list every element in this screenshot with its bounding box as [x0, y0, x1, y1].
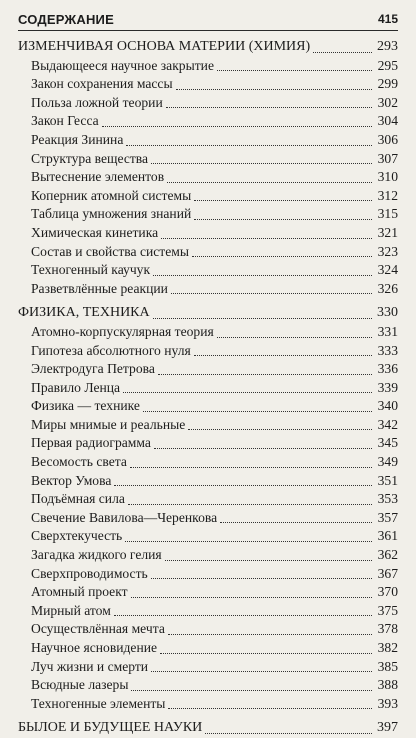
toc-entry-page: 321	[377, 224, 398, 240]
toc-entry	[18, 168, 398, 187]
toc-entry-title: Польза ложной теории	[31, 94, 163, 110]
toc-entry	[18, 639, 398, 658]
toc-entry-page: 351	[377, 472, 398, 488]
toc-entry	[18, 602, 398, 621]
toc-entry	[18, 342, 398, 361]
dot-leader	[126, 145, 372, 146]
toc-entry-page: 331	[377, 323, 398, 339]
toc-entry-title: Закон Гесса	[31, 113, 99, 129]
toc-entry-page: 375	[377, 602, 398, 618]
dot-leader	[166, 107, 372, 108]
toc-entry-title: Химическая кинетика	[31, 224, 159, 240]
toc-entry	[18, 131, 398, 150]
toc-entry	[18, 280, 398, 299]
toc-entry	[18, 509, 398, 528]
section-heading-page: 330	[377, 305, 398, 321]
toc-entry-title: Разветвлённые реакции	[31, 280, 168, 296]
dot-leader	[220, 522, 372, 523]
toc-entry	[18, 57, 398, 76]
section-heading	[18, 719, 398, 738]
toc-entry-title: Реакция Зинина	[31, 131, 124, 147]
toc-entry	[18, 546, 398, 565]
toc-entry-page: 388	[377, 677, 398, 693]
toc-entry-title: Научное ясновидение	[31, 640, 158, 655]
toc-entry	[18, 94, 398, 113]
toc-entry-title: Структура вещества	[31, 150, 149, 166]
dot-leader	[167, 182, 372, 183]
toc-entry-title: Правило Ленца	[31, 379, 121, 395]
toc-entry-page: 361	[377, 528, 398, 544]
dot-leader	[217, 337, 372, 338]
toc-entry-title: Состав и свойства системы	[31, 243, 189, 259]
toc-entry-page: 312	[377, 187, 398, 203]
toc-entry-title: Подъёмная сила	[31, 491, 125, 507]
toc-entry-page: 385	[377, 658, 398, 674]
dot-leader	[192, 256, 372, 257]
toc-entry-title: Гипотеза абсолютного нуля	[31, 342, 191, 358]
table-of-contents	[18, 38, 398, 738]
section-heading-title: ИЗМЕНЧИВАЯ ОСНОВА МАТЕРИИ (ХИМИЯ)	[18, 39, 311, 54]
toc-entry-title: Техногенные элементы	[31, 695, 166, 711]
toc-entry	[18, 261, 398, 280]
section-heading-page: 397	[377, 720, 398, 736]
toc-entry-title: Весомость света	[31, 454, 127, 470]
dot-leader	[194, 219, 372, 220]
toc-entry-title: Сверхтекучесть	[31, 528, 123, 544]
toc-entry	[18, 243, 398, 262]
dot-leader	[158, 374, 372, 375]
toc-entry-page: 370	[377, 584, 398, 600]
toc-entry-title: Коперник атомной системы	[31, 187, 192, 203]
toc-entry	[18, 620, 398, 639]
dot-leader	[128, 504, 372, 505]
section-heading-title: ФИЗИКА, ТЕХНИКА	[18, 305, 150, 321]
toc-entry	[18, 434, 398, 453]
toc-entry-page: 333	[377, 342, 398, 358]
toc-entry-title: Сверхпроводимость	[31, 565, 148, 581]
toc-entry	[18, 472, 398, 491]
dot-leader	[176, 89, 372, 90]
toc-entry	[18, 224, 398, 243]
toc-entry-title: Таблица умножения знаний	[31, 206, 192, 222]
dot-leader	[125, 541, 372, 542]
page-number: 415	[377, 12, 398, 26]
toc-entry-title: Свечение Вавилова—Черенкова	[31, 509, 218, 525]
toc-entry	[18, 323, 398, 342]
toc-entry-title: Всюдные лазеры	[31, 677, 129, 693]
toc-entry	[18, 658, 398, 677]
toc-entry	[18, 490, 398, 509]
dot-leader	[194, 200, 372, 201]
toc-entry	[18, 150, 398, 169]
toc-entry-page: 299	[377, 76, 398, 92]
toc-entry-page: 310	[377, 169, 398, 185]
toc-entry-page: 315	[377, 206, 398, 222]
toc-entry-title: Загадка жидкого гелия	[31, 547, 162, 563]
toc-entry	[18, 453, 398, 472]
dot-leader	[130, 467, 372, 468]
toc-entry-page: 345	[377, 435, 398, 451]
dot-leader	[114, 485, 372, 486]
toc-entry-title: Первая радиограмма	[31, 435, 151, 451]
dot-leader	[153, 318, 372, 319]
dot-leader	[161, 238, 372, 239]
toc-entry-title: Вытеснение элементов	[31, 169, 165, 185]
toc-entry-title: Миры мнимые и реальные	[31, 416, 186, 432]
toc-entry	[18, 695, 398, 714]
dot-leader	[102, 126, 372, 127]
section-heading-title: БЫЛОЕ И БУДУЩЕЕ НАУКИ	[18, 720, 203, 736]
toc-entry-page: 304	[377, 113, 398, 129]
dot-leader	[194, 355, 372, 356]
toc-entry-title: Вектор Умова	[31, 472, 112, 488]
dot-leader	[114, 615, 372, 616]
dot-leader	[123, 392, 372, 393]
toc-entry-page: 378	[377, 621, 398, 637]
page-title: СОДЕРЖАНИЕ	[18, 12, 114, 27]
dot-leader	[131, 597, 372, 598]
toc-entry-page: 342	[377, 416, 398, 432]
dot-leader	[205, 733, 372, 734]
dot-leader	[131, 690, 372, 691]
dot-leader	[151, 578, 372, 579]
dot-leader	[153, 275, 372, 276]
toc-entry-page: 382	[377, 640, 398, 655]
toc-entry-page: 353	[377, 491, 398, 507]
toc-entry-page: 357	[377, 509, 398, 525]
toc-entry-title: Осуществлённая мечта	[31, 621, 165, 637]
toc-entry	[18, 187, 398, 206]
toc-entry-page: 339	[377, 379, 398, 395]
dot-leader	[151, 163, 372, 164]
toc-entry-page: 306	[377, 131, 398, 147]
dot-leader	[143, 411, 372, 412]
toc-entry-title: Луч жизни и смерти	[31, 658, 149, 674]
toc-entry	[18, 397, 398, 416]
toc-entry-page: 362	[377, 547, 398, 563]
toc-entry-page: 326	[377, 280, 398, 296]
toc-entry	[18, 416, 398, 435]
toc-entry-page: 323	[377, 243, 398, 259]
toc-entry-page: 336	[377, 361, 398, 377]
dot-leader	[151, 671, 372, 672]
toc-entry	[18, 379, 398, 398]
toc-entry-page: 393	[377, 695, 398, 711]
toc-entry-page: 295	[377, 57, 398, 73]
toc-entry-page: 302	[377, 94, 398, 110]
toc-entry-page: 324	[377, 262, 398, 278]
toc-entry-title: Выдающееся научное закрытие	[31, 57, 214, 73]
toc-entry	[18, 583, 398, 602]
toc-entry-page: 349	[377, 454, 398, 470]
toc-entry-title: Атомно-корпускулярная теория	[31, 323, 214, 339]
toc-entry-title: Атомный проект	[31, 584, 128, 600]
toc-entry-page: 307	[377, 150, 398, 166]
toc-entry	[18, 360, 398, 379]
section-heading	[18, 304, 398, 323]
toc-entry-page: 367	[377, 565, 398, 581]
toc-entry	[18, 565, 398, 584]
dot-leader	[171, 293, 372, 294]
toc-entry	[18, 527, 398, 546]
dot-leader	[168, 634, 372, 635]
dot-leader	[217, 70, 372, 71]
toc-entry-title: Физика — технике	[31, 398, 140, 414]
section-heading	[18, 38, 398, 57]
dot-leader	[188, 429, 372, 430]
dot-leader	[313, 52, 372, 53]
dot-leader	[165, 560, 372, 561]
toc-entry-title: Электродуга Петрова	[31, 361, 155, 377]
toc-entry	[18, 112, 398, 131]
toc-entry-title: Закон сохранения массы	[31, 76, 173, 92]
dot-leader	[168, 708, 372, 709]
toc-entry	[18, 676, 398, 695]
toc-entry-title: Мирный атом	[31, 602, 111, 618]
toc-entry	[18, 205, 398, 224]
toc-entry-page: 340	[377, 398, 398, 414]
dot-leader	[154, 448, 372, 449]
section-heading-page: 293	[377, 39, 398, 54]
running-header	[18, 10, 398, 31]
toc-entry	[18, 75, 398, 94]
toc-entry-title: Техногенный каучук	[31, 262, 151, 278]
